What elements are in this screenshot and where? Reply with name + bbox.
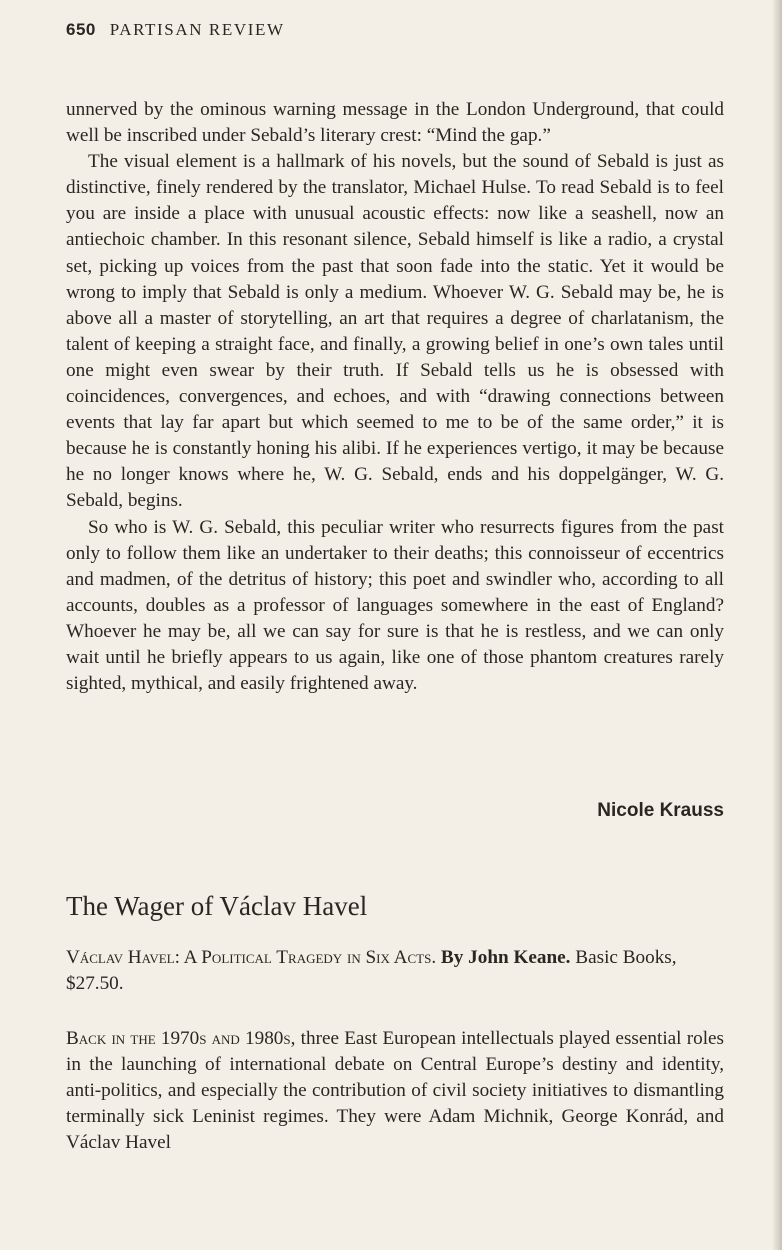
book-author: John Keane. (468, 947, 571, 968)
lead-in-small-caps: Back in the 1970s and 1980s, (66, 1028, 296, 1049)
essay-paragraph: unnerved by the ominous warning message in the London Underground, that could well be inscribed under Sebald’s literary crest: “Mind the gap.” (66, 99, 724, 147)
running-header (66, 20, 285, 40)
review-title: The Wager of Václav Havel (66, 891, 368, 922)
essay-author-byline: Nicole Krauss (597, 800, 724, 821)
book-citation (66, 945, 724, 997)
review-paragraph (66, 1026, 724, 1156)
publisher-price: Basic Books, $27.50. (66, 947, 677, 995)
journal-title: PARTISAN REVIEW (109, 20, 285, 39)
essay-paragraph: The visual element is a hallmark of his novels, but the sound of Sebald is just as distinctive, finely rendered by the translator, Michael Hulse. To read Sebald is to feel you are inside a place with unusual acoustic effects: now like a seashell, now an antiechoic chamber. In this resonant silence, Sebald himself is like a radio, a crystal set, picking up voices from the past that soon fade into the static. Yet it would be wrong to imply that Sebald is only a medium. Whoever W. G. Sebald may be, he is above all a master of storytelling, an art that requires a degree of charlatanism, the talent of keeping a straight face, and finally, a growing belief in one’s own tales until one might even swear by their truth. If Sebald tells us he is obsessed with coincidences, convergences, and echoes, and with “drawing connections between events that lay far apart but which seemed to me to be of the same order,” it is because he is constantly honing his alibi. If he experiences vertigo, it may be because he no longer knows where he, W. G. Sebald, ends and his doppelgänger, W. G. Sebald, begins. (66, 151, 724, 512)
book-author-prefix: By (440, 947, 464, 968)
book-title: Václav Havel: A Political Tragedy in Six Acts. (66, 947, 437, 968)
essay-paragraph: So who is W. G. Sebald, this peculiar writer who resurrects figures from the past only to follow them like an undertaker to their deaths; this connoisseur of eccentrics and madmen, of the detritus of history; this poet and swindler who, according to all accounts, doubles as a professor of languages somewhere in the east of England? Whoever he may be, all we can say for sure is that he is restless, and we can only wait until he briefly appears to us again, like one of those phantom creatures rarely sighted, mythical, and easily frightened away. (66, 516, 724, 695)
page-edge-shadow (772, 0, 782, 1250)
page-number: 650 (66, 20, 96, 39)
essay-body (66, 97, 724, 697)
review-paragraph-text: three East European intellectuals played essential roles in the launching of international debate on Central Europe’s destiny and identity, anti-politics, and especially the contribution of civil society initiatives to dismantling terminally sick Leninist regimes. They were Adam Michnik, George Konrád, and Václav Havel (66, 1028, 725, 1154)
review-body (66, 1026, 724, 1156)
